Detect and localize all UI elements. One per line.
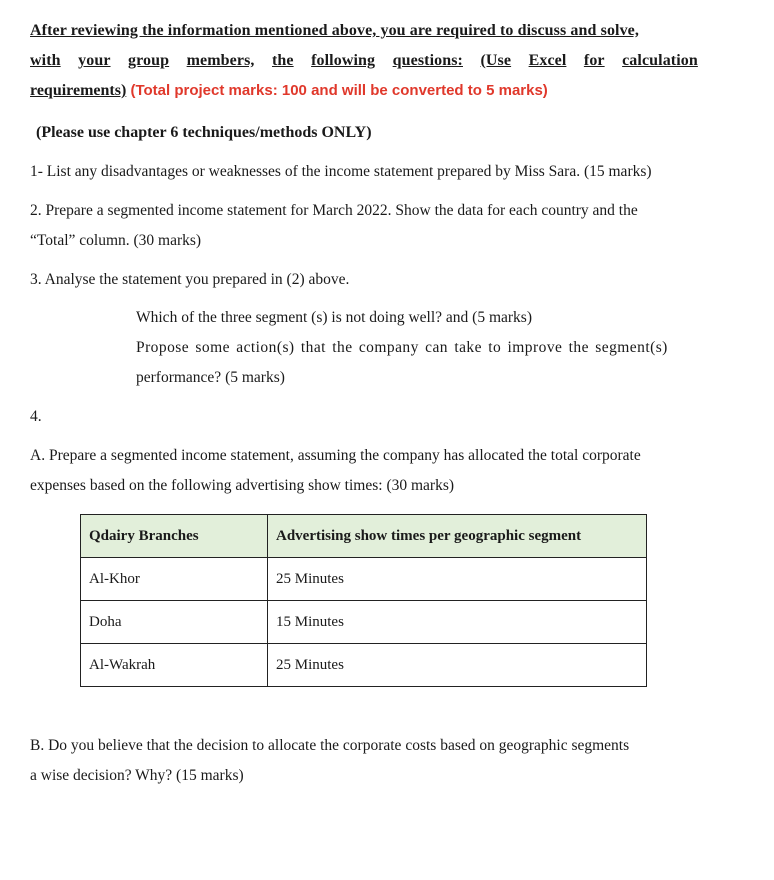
table-cell-minutes: 25 Minutes [268,644,647,687]
question-3-line-1: 3. Analyse the statement you prepared in (2) above. [30,271,350,288]
table-row [81,558,647,601]
question-3-sub-2 [136,338,698,358]
question-4b-line-1: B. Do you believe that the decision to allocate the corporate costs based on geographic segments [30,737,630,754]
question-3-sub-3: performance? (5 marks) [136,369,285,386]
intro-word: Excel [528,52,567,69]
table-cell-minutes: 15 Minutes [268,601,647,644]
table-header-advertising: Advertising show times per geographic segment [268,515,647,558]
question-3-sub-2-content: Propose some action(s) that the company can take to improve the segment(s) [136,339,668,356]
intro-word: your [78,52,111,69]
table-header-branches: Qdairy Branches [81,515,268,558]
intro-word: (Use [480,52,512,69]
table-cell-branch: Al-Wakrah [81,644,268,687]
table-header-row [81,515,647,558]
intro-line-1: After reviewing the information mentioned above, you are required to discuss and solve, [30,22,639,39]
question-4a-line-1: A. Prepare a segmented income statement, assuming the company has allocated the total corporate [30,447,641,464]
advertising-table [80,514,647,687]
table-cell-branch: Doha [81,601,268,644]
table-row [81,601,647,644]
intro-word: the [271,52,294,69]
table-cell-branch: Al-Khor [81,558,268,601]
intro-word: questions: [392,52,463,69]
question-2-line-1: 2. Prepare a segmented income statement for March 2022. Show the data for each country and the [30,202,638,219]
total-marks-note: (Total project marks: 100 and will be converted to 5 marks) [126,82,548,99]
question-4-number: 4. [30,408,42,425]
question-3-sub-2-text [136,338,698,358]
intro-word: calculation [622,52,698,69]
requirements-text: requirements) [30,82,127,99]
question-4b-line-2: a wise decision? Why? (15 marks) [30,767,244,784]
question-1: 1- List any disadvantages or weaknesses of the income statement prepared by Miss Sara. (15 marks) [30,163,652,180]
intro-word: group [128,52,170,69]
intro-word: for [583,52,605,69]
question-3-sub-1: Which of the three segment (s) is not doing well? and (5 marks) [136,309,532,326]
chapter-note: (Please use chapter 6 techniques/methods ONLY) [36,124,372,141]
table-cell-minutes: 25 Minutes [268,558,647,601]
table-row [81,644,647,687]
intro-word: following [311,52,376,69]
intro-line-3 [30,81,548,101]
intro-word: members, [186,52,255,69]
question-2-line-2: “Total” column. (30 marks) [30,232,202,249]
question-4a-line-2: expenses based on the following advertising show times: (30 marks) [30,477,455,494]
intro-line-2 [30,51,698,71]
intro-word: with [30,52,61,69]
